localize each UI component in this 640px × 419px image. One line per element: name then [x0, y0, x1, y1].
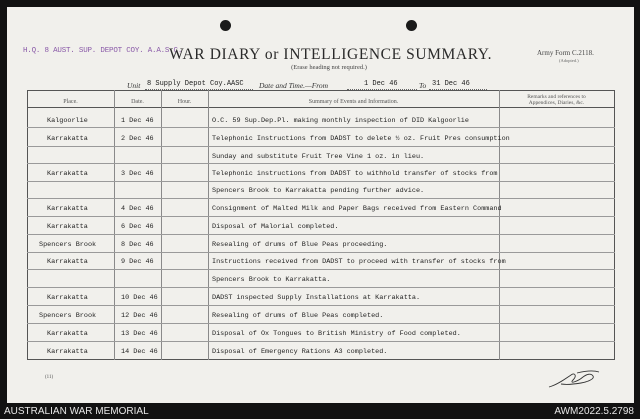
header-place: Place.	[63, 99, 78, 105]
row-summary-continued: Sunday and substitute Fruit Tree Vine 1 oz. in lieu.	[212, 153, 425, 161]
row-summary: Instructions received from DADST to proceed with transfer of stocks from	[212, 258, 506, 266]
date-from-label: Date and Time.—From	[259, 81, 329, 90]
col-divider-date	[114, 90, 115, 360]
army-form-note: (Adopted.)	[559, 58, 579, 63]
col-divider-remarks	[499, 90, 500, 360]
row-place: Karrakatta	[47, 258, 88, 266]
row-summary: Disposal of Emergency Rations A3 completed.	[212, 348, 388, 356]
war-diary-page	[7, 7, 634, 403]
row-summary: DADST inspected Supply Installations at Karrakatta.	[212, 294, 421, 302]
row-summary-continued: Spencers Brook to Karrakatta.	[212, 276, 331, 284]
row-summary: Telephonic instructions from DADST to withhold transfer of stocks from	[212, 170, 498, 178]
table-top-border	[27, 90, 615, 91]
date-to-label: To	[419, 81, 427, 90]
unit-stamp: H.Q. 8 AUST. SUP. DEPOT COY. A.A.S.C.	[23, 47, 183, 55]
header-hour: Hour.	[177, 99, 192, 105]
punch-hole-left	[220, 20, 231, 31]
row-date: 3 Dec 46	[121, 170, 154, 178]
row-line	[27, 234, 615, 235]
signature	[547, 367, 602, 391]
row-summary-continued: Spencers Brook to Karrakatta pending further advice.	[212, 187, 425, 195]
row-summary: Disposal of Ox Tongues to British Ministry of Food completed.	[212, 330, 461, 338]
row-summary: Consignment of Malted Milk and Paper Bags received from Eastern Command	[212, 205, 502, 213]
page-title: WAR DIARY or INTELLIGENCE SUMMARY.	[169, 46, 493, 63]
form-footnote: (11)	[45, 375, 54, 380]
row-line	[27, 181, 615, 182]
unit-value: 8 Supply Depot Coy.AASC	[147, 80, 244, 88]
row-date: 10 Dec 46	[121, 294, 158, 302]
row-place: Karrakatta	[47, 170, 88, 178]
date-from-value: 1 Dec 46	[364, 80, 398, 88]
row-date: 13 Dec 46	[121, 330, 158, 338]
row-line	[27, 305, 615, 306]
row-place: Spencers Brook	[39, 241, 97, 249]
row-place: Karrakatta	[47, 223, 88, 231]
row-date: 9 Dec 46	[121, 258, 154, 266]
row-place: Karrakatta	[47, 135, 88, 143]
page-subtitle: (Erase heading not required.)	[291, 64, 367, 71]
row-line	[27, 163, 615, 164]
army-form-number: Army Form C.2118.	[537, 49, 594, 57]
row-line	[27, 127, 615, 128]
header-summary: Summary of Events and Information.	[308, 99, 399, 105]
row-place: Karrakatta	[47, 348, 88, 356]
table-left-border	[27, 90, 28, 360]
row-line	[27, 252, 615, 253]
row-date: 1 Dec 46	[121, 117, 154, 125]
row-line	[27, 269, 615, 270]
table-bottom-border	[27, 359, 615, 360]
row-line	[27, 198, 615, 199]
date-to-value: 31 Dec 46	[432, 80, 470, 88]
row-summary: Resealing of drums of Blue Peas completed.	[212, 312, 384, 320]
row-summary: Disposal of Malorial completed.	[212, 223, 339, 231]
row-date: 14 Dec 46	[121, 348, 158, 356]
header-bottom-border	[27, 107, 615, 108]
archive-reference: AWM2022.5.2798	[554, 406, 634, 417]
row-date: 4 Dec 46	[121, 205, 154, 213]
row-summary: O.C. 59 Sup.Dep.Pl. making monthly inspection of DID Kalgoorlie	[212, 117, 469, 125]
row-line	[27, 287, 615, 288]
header-date: Date.	[131, 99, 144, 105]
row-line	[27, 341, 615, 342]
header-remarks-line1: Remarks and references to	[527, 94, 586, 100]
row-date: 8 Dec 46	[121, 241, 154, 249]
row-place: Kalgoorlie	[47, 117, 88, 125]
row-place: Karrakatta	[47, 294, 88, 302]
unit-label: Unit	[127, 81, 141, 90]
archive-caption: AUSTRALIAN WAR MEMORIAL	[4, 406, 149, 417]
row-date: 2 Dec 46	[121, 135, 154, 143]
row-date: 6 Dec 46	[121, 223, 154, 231]
row-place: Karrakatta	[47, 205, 88, 213]
row-line	[27, 216, 615, 217]
header-remarks-line2: Appendices, Diaries, &c.	[528, 100, 585, 106]
row-summary: Telephonic Instructions from DADST to delete ½ oz. Fruit Pres consumption	[212, 135, 510, 143]
row-summary: Resealing of drums of Blue Peas proceeding.	[212, 241, 388, 249]
row-line	[27, 323, 615, 324]
col-divider-hour	[161, 90, 162, 360]
row-place: Karrakatta	[47, 330, 88, 338]
row-date: 12 Dec 46	[121, 312, 158, 320]
col-divider-summary	[208, 90, 209, 360]
table-right-border	[614, 90, 615, 360]
punch-hole-right	[406, 20, 417, 31]
row-place: Spencers Brook	[39, 312, 97, 320]
row-line	[27, 146, 615, 147]
